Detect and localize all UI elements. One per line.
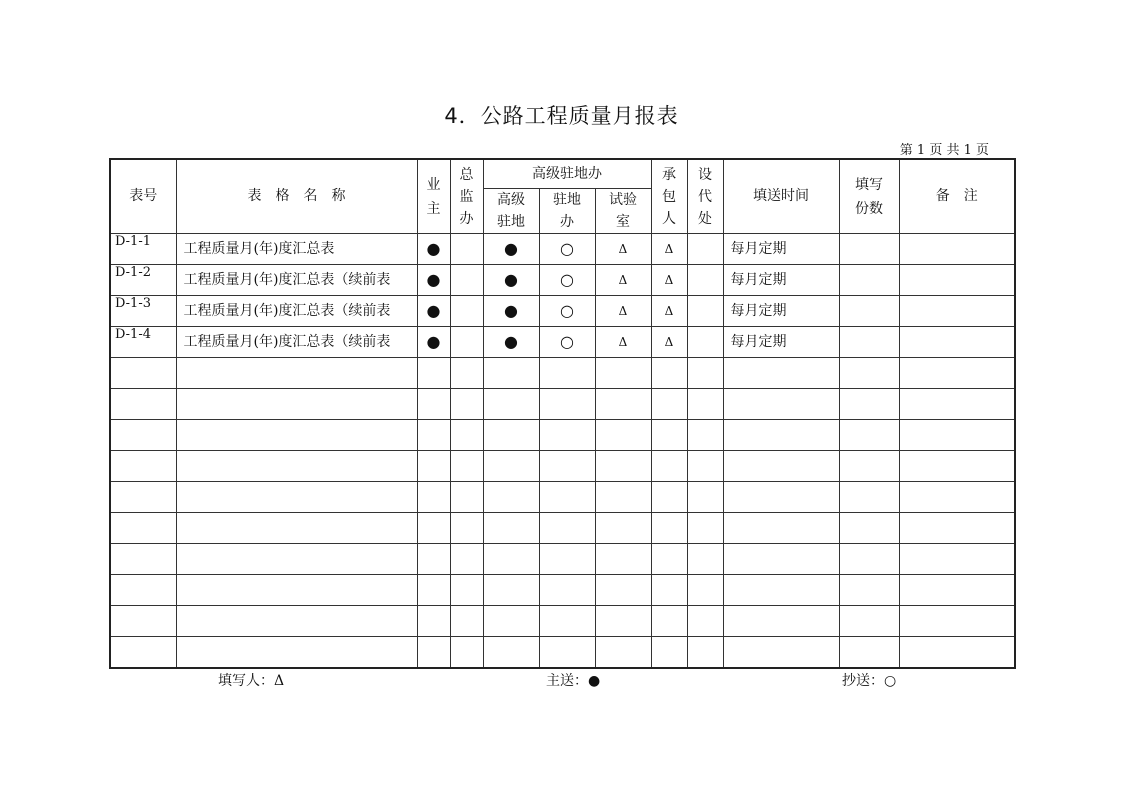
cell-code: D-1-3 xyxy=(110,296,176,327)
cell-contractor xyxy=(651,575,687,606)
header-contractor: 承 包 人 xyxy=(651,159,687,234)
empty-row xyxy=(110,420,1015,451)
cell-design xyxy=(687,544,723,575)
empty-row xyxy=(110,606,1015,637)
cell-lab xyxy=(595,637,651,669)
cell-time xyxy=(723,575,839,606)
cell-code xyxy=(110,358,176,389)
cell-chief xyxy=(450,234,483,265)
footer-main-send: 主送：● xyxy=(546,673,601,689)
cell-chief xyxy=(450,513,483,544)
cell-design xyxy=(687,637,723,669)
cell-resident xyxy=(539,637,595,669)
cell-name: 工程质量月(年)度汇总表（续前表 xyxy=(176,327,417,358)
cell-design xyxy=(687,234,723,265)
cell-chief xyxy=(450,358,483,389)
cell-contractor: Δ xyxy=(651,265,687,296)
cell-code xyxy=(110,420,176,451)
cell-resident xyxy=(539,389,595,420)
cell-code: D-1-2 xyxy=(110,265,176,296)
empty-row xyxy=(110,575,1015,606)
cell-lab xyxy=(595,358,651,389)
cell-lab: Δ xyxy=(595,265,651,296)
cell-resident: ○ xyxy=(539,265,595,296)
cell-remark xyxy=(899,358,1015,389)
cell-senior xyxy=(483,420,539,451)
header-resident: 驻地 办 xyxy=(539,189,595,234)
cell-design xyxy=(687,296,723,327)
cell-code xyxy=(110,544,176,575)
header-chief: 总 监 办 xyxy=(450,159,483,234)
cell-copies xyxy=(839,482,899,513)
footer-copy-send: 抄送：○ xyxy=(842,673,897,689)
cell-design xyxy=(687,451,723,482)
page-title: 4．公路工程质量月报表 xyxy=(444,104,679,128)
cell-chief xyxy=(450,296,483,327)
cell-resident xyxy=(539,482,595,513)
cell-chief xyxy=(450,389,483,420)
cell-senior xyxy=(483,606,539,637)
cell-owner xyxy=(417,575,450,606)
cell-owner: ● xyxy=(417,296,450,327)
cell-time xyxy=(723,451,839,482)
cell-chief xyxy=(450,482,483,513)
cell-name xyxy=(176,575,417,606)
cell-lab xyxy=(595,544,651,575)
cell-remark xyxy=(899,327,1015,358)
header-remark: 备 注 xyxy=(899,159,1015,234)
cell-lab: Δ xyxy=(595,296,651,327)
cell-owner xyxy=(417,389,450,420)
cell-contractor xyxy=(651,513,687,544)
cell-contractor xyxy=(651,637,687,669)
cell-code xyxy=(110,575,176,606)
cell-copies xyxy=(839,575,899,606)
cell-remark xyxy=(899,575,1015,606)
cell-code xyxy=(110,606,176,637)
cell-design xyxy=(687,482,723,513)
cell-name xyxy=(176,637,417,669)
table-row xyxy=(110,265,1015,296)
empty-row xyxy=(110,358,1015,389)
cell-owner xyxy=(417,482,450,513)
cell-remark xyxy=(899,606,1015,637)
header-name: 表 格 名 称 xyxy=(176,159,417,234)
cell-lab xyxy=(595,606,651,637)
cell-time xyxy=(723,606,839,637)
cell-name xyxy=(176,482,417,513)
cell-chief xyxy=(450,451,483,482)
cell-lab: Δ xyxy=(595,234,651,265)
cell-contractor xyxy=(651,451,687,482)
cell-resident xyxy=(539,606,595,637)
cell-copies xyxy=(839,544,899,575)
cell-design xyxy=(687,606,723,637)
cell-code xyxy=(110,637,176,669)
table-row xyxy=(110,327,1015,358)
cell-remark xyxy=(899,482,1015,513)
cell-chief xyxy=(450,265,483,296)
cell-time xyxy=(723,420,839,451)
cell-copies xyxy=(839,265,899,296)
empty-row xyxy=(110,544,1015,575)
cell-senior xyxy=(483,513,539,544)
cell-chief xyxy=(450,544,483,575)
cell-time xyxy=(723,637,839,669)
cell-copies xyxy=(839,420,899,451)
cell-senior xyxy=(483,482,539,513)
cell-owner xyxy=(417,420,450,451)
page-info: 第 1 页 共 1 页 xyxy=(899,143,989,158)
cell-time: 每月定期 xyxy=(723,296,839,327)
cell-time: 每月定期 xyxy=(723,327,839,358)
cell-time xyxy=(723,513,839,544)
cell-time xyxy=(723,482,839,513)
cell-code xyxy=(110,451,176,482)
cell-chief xyxy=(450,575,483,606)
header-resident-group: 高级驻地办 xyxy=(483,159,651,189)
cell-design xyxy=(687,265,723,296)
empty-row xyxy=(110,389,1015,420)
cell-name xyxy=(176,544,417,575)
cell-owner: ● xyxy=(417,265,450,296)
cell-senior xyxy=(483,389,539,420)
cell-senior xyxy=(483,637,539,669)
cell-copies xyxy=(839,358,899,389)
cell-copies xyxy=(839,513,899,544)
cell-remark xyxy=(899,234,1015,265)
cell-name xyxy=(176,451,417,482)
header-lab: 试验 室 xyxy=(595,189,651,234)
cell-name xyxy=(176,358,417,389)
cell-name: 工程质量月(年)度汇总表（续前表 xyxy=(176,265,417,296)
cell-resident: ○ xyxy=(539,327,595,358)
cell-lab xyxy=(595,389,651,420)
footer-filler: 填写人：Δ xyxy=(218,673,285,689)
header-design: 设 代 处 xyxy=(687,159,723,234)
cell-copies xyxy=(839,296,899,327)
cell-name: 工程质量月(年)度汇总表（续前表 xyxy=(176,296,417,327)
cell-resident xyxy=(539,544,595,575)
cell-remark xyxy=(899,544,1015,575)
cell-contractor xyxy=(651,482,687,513)
cell-owner xyxy=(417,513,450,544)
cell-lab xyxy=(595,420,651,451)
cell-design xyxy=(687,575,723,606)
cell-name: 工程质量月(年)度汇总表 xyxy=(176,234,417,265)
cell-contractor: Δ xyxy=(651,327,687,358)
cell-time: 每月定期 xyxy=(723,265,839,296)
table-row xyxy=(110,234,1015,265)
cell-copies xyxy=(839,606,899,637)
cell-contractor xyxy=(651,606,687,637)
cell-remark xyxy=(899,637,1015,669)
cell-chief xyxy=(450,606,483,637)
cell-copies xyxy=(839,327,899,358)
cell-lab xyxy=(595,451,651,482)
cell-design xyxy=(687,358,723,389)
cell-lab xyxy=(595,513,651,544)
cell-design xyxy=(687,420,723,451)
cell-remark xyxy=(899,420,1015,451)
cell-resident xyxy=(539,575,595,606)
cell-name xyxy=(176,513,417,544)
cell-resident xyxy=(539,420,595,451)
cell-resident xyxy=(539,358,595,389)
cell-senior: ● xyxy=(483,296,539,327)
cell-design xyxy=(687,513,723,544)
cell-chief xyxy=(450,327,483,358)
cell-copies xyxy=(839,234,899,265)
cell-copies xyxy=(839,637,899,669)
cell-owner xyxy=(417,544,450,575)
cell-senior: ● xyxy=(483,234,539,265)
header-owner: 业 主 xyxy=(417,159,450,234)
report-table xyxy=(109,158,1016,669)
cell-senior xyxy=(483,544,539,575)
cell-remark xyxy=(899,451,1015,482)
cell-remark xyxy=(899,389,1015,420)
cell-senior: ● xyxy=(483,265,539,296)
cell-contractor xyxy=(651,389,687,420)
cell-remark xyxy=(899,513,1015,544)
cell-code xyxy=(110,513,176,544)
cell-time xyxy=(723,358,839,389)
cell-contractor xyxy=(651,544,687,575)
cell-lab: Δ xyxy=(595,327,651,358)
cell-lab xyxy=(595,575,651,606)
cell-resident xyxy=(539,513,595,544)
cell-copies xyxy=(839,451,899,482)
cell-code xyxy=(110,389,176,420)
cell-owner: ● xyxy=(417,327,450,358)
cell-contractor: Δ xyxy=(651,296,687,327)
cell-lab xyxy=(595,482,651,513)
cell-contractor: Δ xyxy=(651,234,687,265)
cell-remark xyxy=(899,296,1015,327)
empty-row xyxy=(110,451,1015,482)
cell-code: D-1-4 xyxy=(110,327,176,358)
header-copies: 填写 份数 xyxy=(839,159,899,234)
header-time: 填送时间 xyxy=(723,159,839,234)
cell-code: D-1-1 xyxy=(110,234,176,265)
cell-time: 每月定期 xyxy=(723,234,839,265)
cell-time xyxy=(723,389,839,420)
cell-contractor xyxy=(651,358,687,389)
cell-remark xyxy=(899,265,1015,296)
empty-row xyxy=(110,513,1015,544)
cell-name xyxy=(176,606,417,637)
cell-design xyxy=(687,327,723,358)
cell-senior xyxy=(483,358,539,389)
cell-senior: ● xyxy=(483,327,539,358)
cell-code xyxy=(110,482,176,513)
cell-owner xyxy=(417,358,450,389)
cell-name xyxy=(176,389,417,420)
cell-resident: ○ xyxy=(539,296,595,327)
cell-resident xyxy=(539,451,595,482)
cell-design xyxy=(687,389,723,420)
cell-owner xyxy=(417,606,450,637)
empty-row xyxy=(110,637,1015,669)
cell-time xyxy=(723,544,839,575)
cell-owner xyxy=(417,637,450,669)
cell-contractor xyxy=(651,420,687,451)
cell-owner: ● xyxy=(417,234,450,265)
cell-senior xyxy=(483,575,539,606)
cell-chief xyxy=(450,637,483,669)
header-code: 表号 xyxy=(110,159,176,234)
table-row xyxy=(110,296,1015,327)
cell-name xyxy=(176,420,417,451)
cell-chief xyxy=(450,420,483,451)
empty-row xyxy=(110,482,1015,513)
header-senior: 高级 驻地 xyxy=(483,189,539,234)
cell-resident: ○ xyxy=(539,234,595,265)
cell-senior xyxy=(483,451,539,482)
cell-owner xyxy=(417,451,450,482)
cell-copies xyxy=(839,389,899,420)
